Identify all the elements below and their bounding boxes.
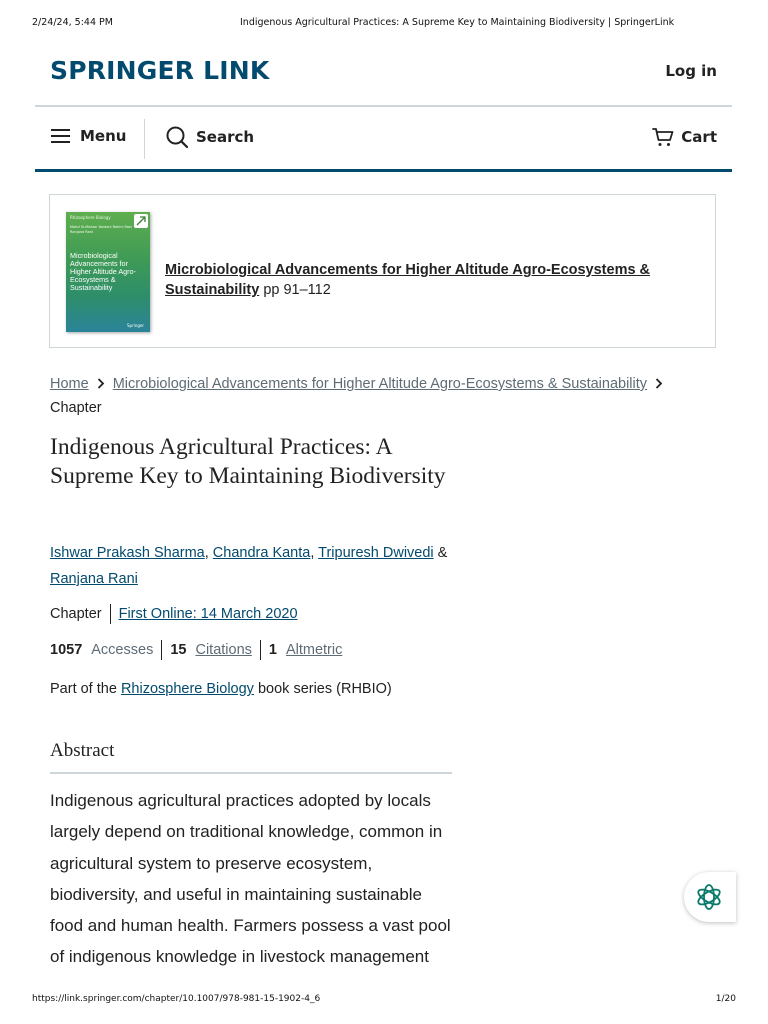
ai-assistant-button[interactable] <box>684 872 736 922</box>
ai-assistant-icon <box>694 882 724 912</box>
book-series-line <box>50 678 392 700</box>
expand-icon[interactable] <box>134 214 148 228</box>
author-link[interactable]: Ranjana Rani <box>50 571 138 587</box>
book-cover[interactable] <box>66 212 150 332</box>
abstract-heading: Abstract <box>50 740 115 761</box>
cart-label: Cart <box>681 128 717 146</box>
print-footer <box>0 994 768 1008</box>
book-card <box>49 194 716 348</box>
chevron-right-icon <box>655 374 663 397</box>
book-title-link[interactable]: Microbiological Advancements for Higher Altitude Agro-Ecosystems & Sustainability <box>165 262 651 298</box>
cart-button[interactable] <box>652 127 717 147</box>
series-suffix: book series (RHBIO) <box>257 681 392 697</box>
citations-link[interactable]: Citations <box>195 642 252 658</box>
author-list: Ishwar Prakash Sharma, Chandra Kanta, Tripuresh Dwivedi & Ranjana Rani <box>50 545 448 587</box>
print-datetime: 2/24/24, 5:44 PM <box>32 17 113 28</box>
menu-button[interactable] <box>51 127 126 145</box>
metrics-separator <box>260 640 261 660</box>
book-info <box>165 260 695 300</box>
nav-divider <box>35 169 732 172</box>
cover-editors: Mohd Gulfishan Yazdani Rohini Rani Ranjana Rani <box>70 225 133 234</box>
chevron-right-icon <box>97 374 105 397</box>
print-page-number: 1/20 <box>715 994 736 1004</box>
first-online-link[interactable]: First Online: 14 March 2020 <box>118 606 298 622</box>
cover-series: Rhizosphere Biology <box>70 215 111 220</box>
altmetric-count: 1 <box>268 642 277 658</box>
breadcrumb-current: Chapter <box>50 400 102 416</box>
publication-meta <box>50 603 298 625</box>
abstract-text: Indigenous agricultural practices adopted by locals largely depend on traditional knowledge, common in agricultural system to preserve ecosystem, biodiversity, and useful in maintaining sustainable food and human health. Farmers possess a vast pool of indigenous knowledge in livestock management <box>50 791 451 967</box>
series-prefix: Part of the <box>50 681 117 697</box>
nav-separator <box>144 119 145 159</box>
author-link[interactable]: Ishwar Prakash Sharma <box>50 545 205 561</box>
breadcrumb <box>50 373 720 420</box>
citations-count: 15 <box>170 642 187 658</box>
book-pages: pp 91–112 <box>263 282 331 298</box>
cover-title: Microbiological Advancements for Higher Altitude Agro-Ecosystems & Sustainability <box>70 251 136 292</box>
search-icon <box>166 126 188 148</box>
series-link[interactable]: Rhizosphere Biology <box>120 681 254 697</box>
author-link[interactable]: Tripuresh Dwivedi <box>318 545 434 561</box>
article-title: Indigenous Agricultural Practices: A Supreme Key to Maintaining Biodiversity <box>50 434 446 489</box>
content-type: Chapter <box>50 606 102 622</box>
login-link[interactable]: Log in <box>665 62 717 80</box>
menu-label: Menu <box>80 127 127 145</box>
accesses-count: 1057 <box>50 642 83 658</box>
metrics-separator <box>161 640 162 660</box>
print-url: https://link.springer.com/chapter/10.1007/978-981-15-1902-4_6 <box>32 994 321 1004</box>
search-button[interactable] <box>166 126 254 148</box>
accesses-label: Accesses <box>91 642 154 658</box>
article-metrics <box>50 639 342 661</box>
nav-bar <box>35 107 732 169</box>
cart-icon <box>652 127 674 147</box>
cover-publisher: Springer <box>126 323 144 328</box>
print-header <box>0 17 768 33</box>
altmetric-link[interactable]: Altmetric <box>285 642 343 658</box>
hamburger-menu-icon <box>51 128 71 144</box>
author-link[interactable]: Chandra Kanta <box>212 545 311 561</box>
meta-separator <box>110 604 111 624</box>
springer-link-logo[interactable]: SPRINGER LINK <box>50 56 270 85</box>
search-label: Search <box>196 128 255 146</box>
breadcrumb-home[interactable]: Home <box>50 376 89 392</box>
print-page-title: Indigenous Agricultural Practices: A Supreme Key to Maintaining Biodiversity | SpringerLink <box>240 17 675 28</box>
abstract-divider <box>50 772 452 774</box>
breadcrumb-book[interactable]: Microbiological Advancements for Higher Altitude Agro-Ecosystems & Sustainability <box>112 376 648 392</box>
